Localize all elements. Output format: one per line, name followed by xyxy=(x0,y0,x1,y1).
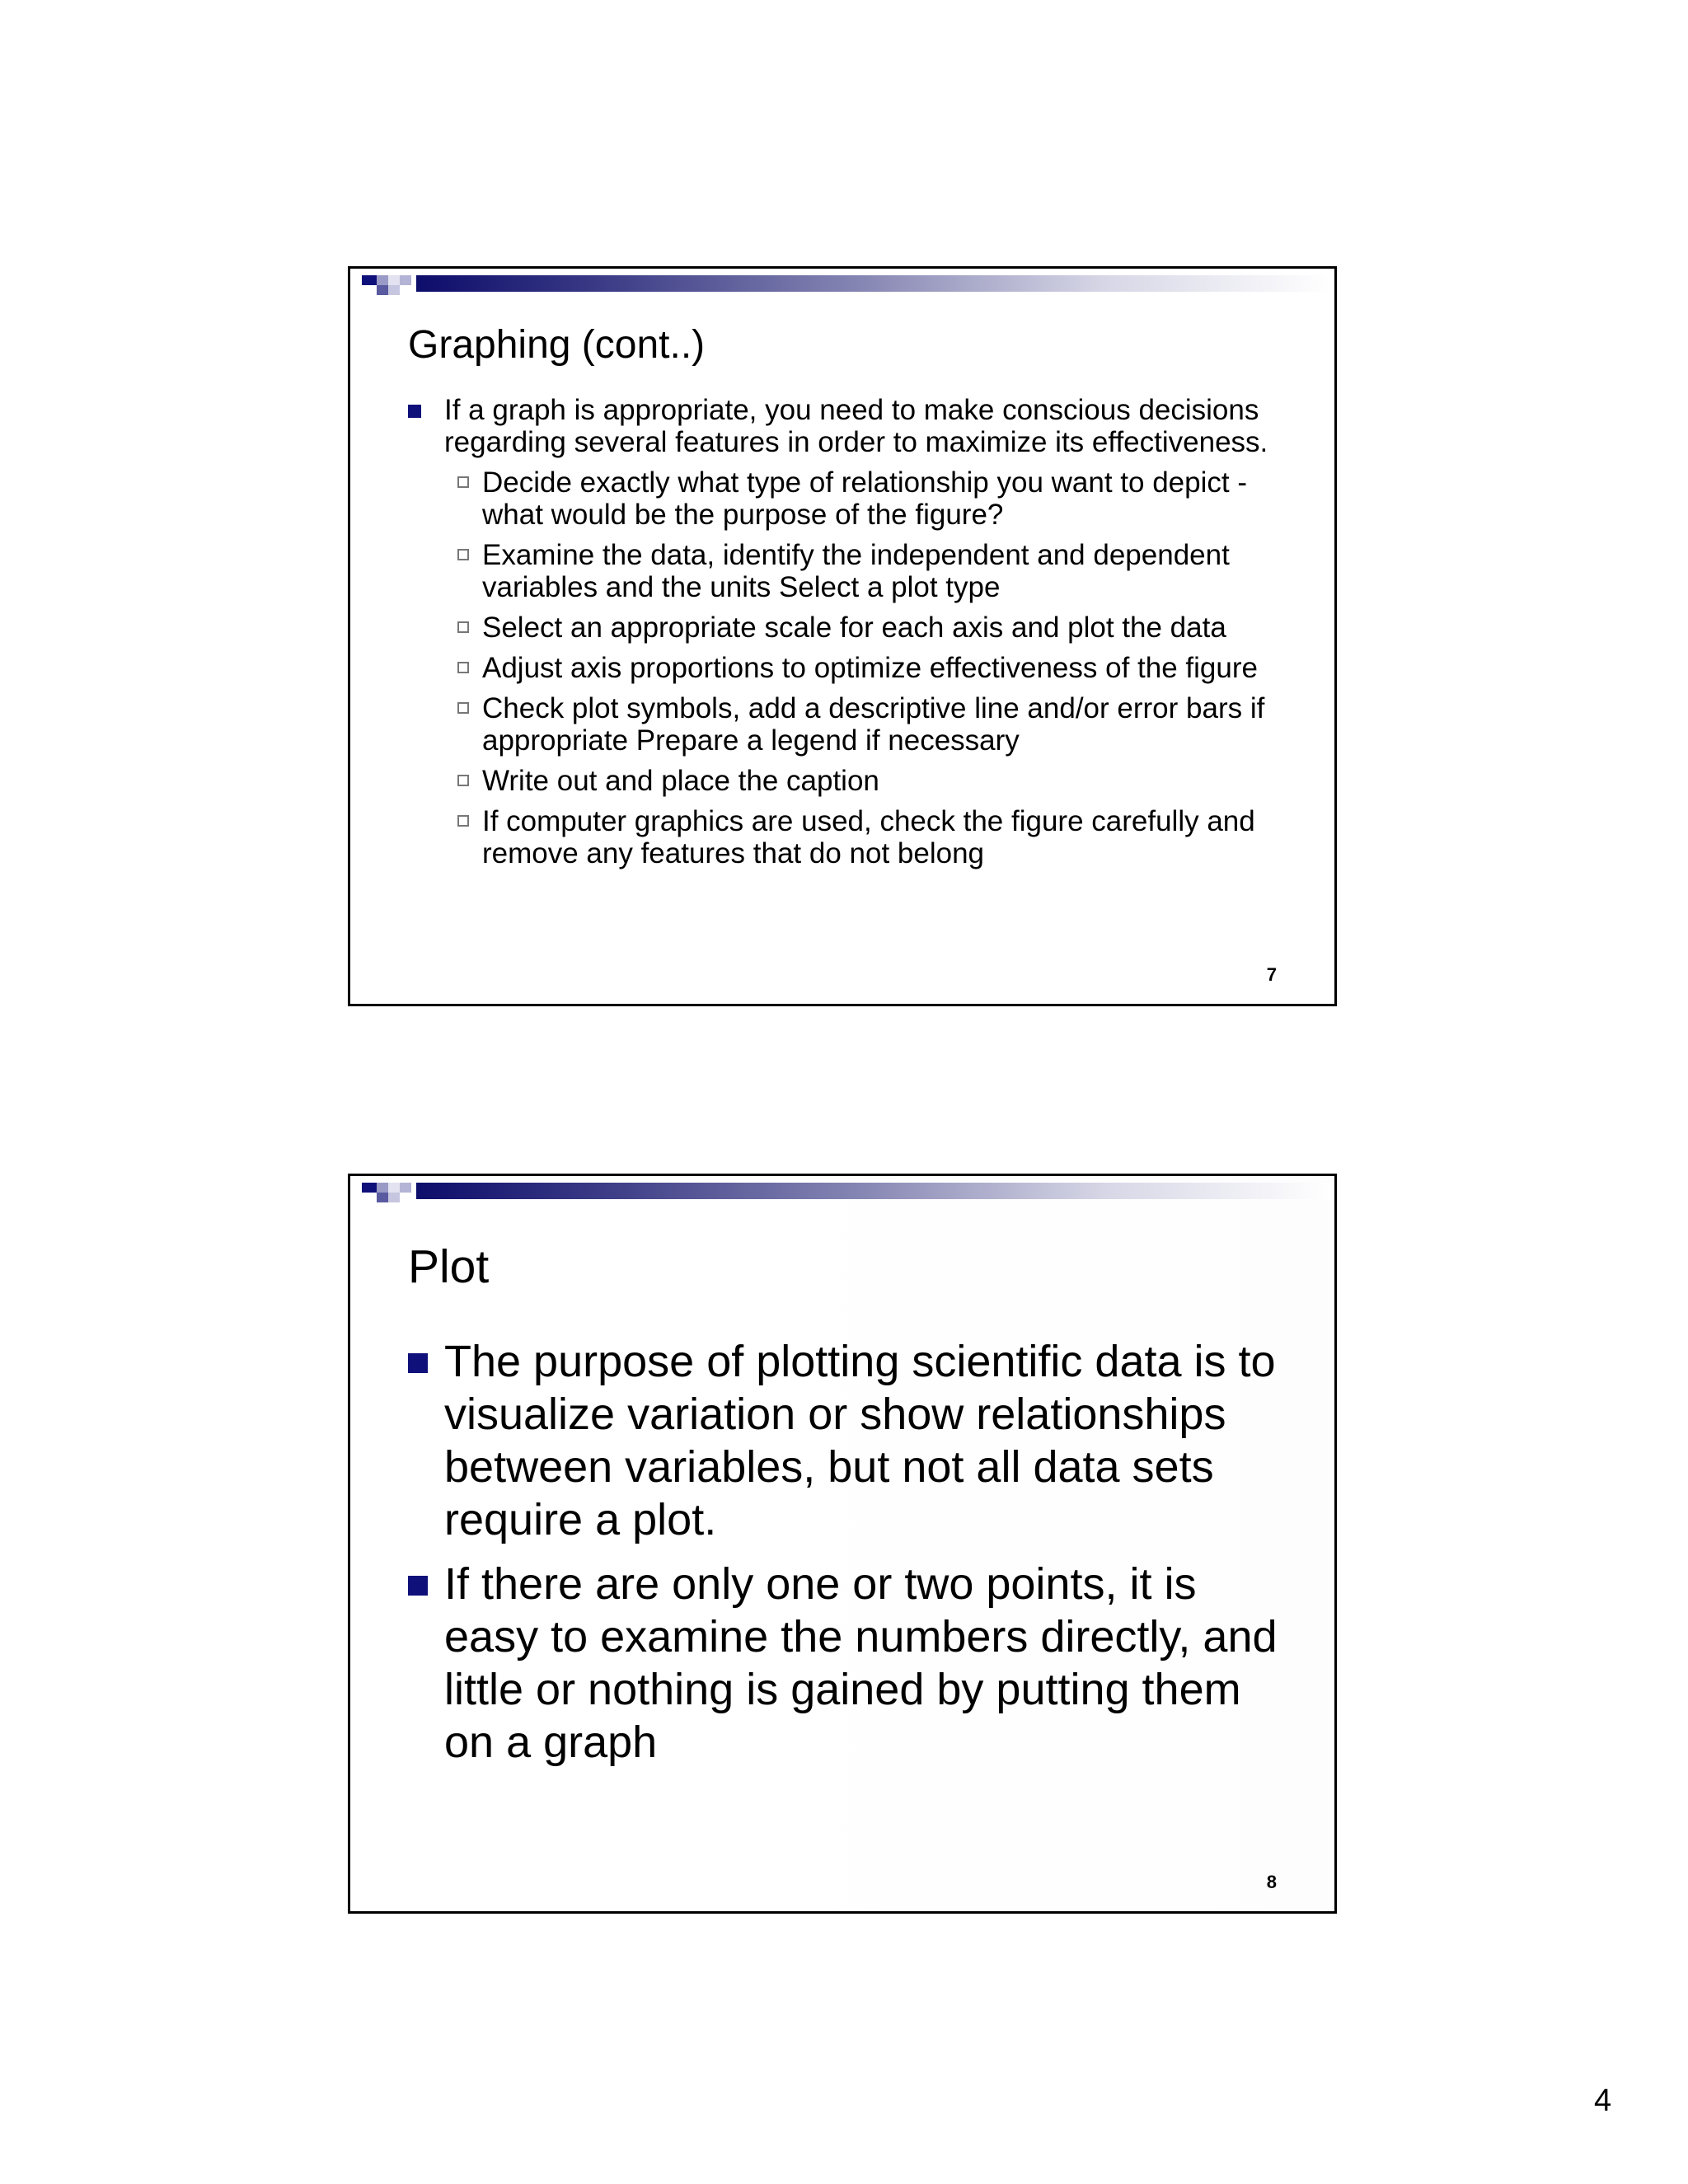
bullet-list xyxy=(408,394,1285,878)
sub-bullet-item xyxy=(451,652,1285,684)
hollow-square-bullet-icon xyxy=(457,702,469,714)
sub-bullet-item xyxy=(451,805,1285,869)
slide-header-bar xyxy=(416,275,1331,292)
slide-number: 8 xyxy=(1266,1872,1277,1892)
hollow-square-bullet-icon xyxy=(457,549,469,560)
page-number: 4 xyxy=(1594,2083,1612,2118)
bullet-item xyxy=(408,394,1285,869)
slide-header-bar xyxy=(416,1183,1331,1199)
sub-bullet-text: Adjust axis proportions to optimize effectiveness of the figure xyxy=(482,652,1258,684)
hollow-square-bullet-icon xyxy=(457,476,469,488)
hollow-square-bullet-icon xyxy=(457,815,469,827)
hollow-square-bullet-icon xyxy=(457,775,469,786)
slide-logo-decoration xyxy=(350,269,424,302)
sub-bullet-item xyxy=(451,539,1285,603)
sub-bullet-text: Examine the data, identify the independent and dependent variables and the units Select a plot type xyxy=(482,539,1230,603)
slide-title: Graphing (cont..) xyxy=(408,323,706,367)
sub-bullet-text: If computer graphics are used, check the figure carefully and remove any features that do not belong xyxy=(482,805,1255,869)
sub-bullet-text: Check plot symbols, add a descriptive line and/or error bars if appropriate Prepare a legend if necessary xyxy=(482,692,1265,757)
sub-bullet-text: Decide exactly what type of relationship you want to depict - what would be the purpose of the figure? xyxy=(482,466,1247,531)
bullet-list xyxy=(408,1335,1285,1780)
sub-bullet-item xyxy=(451,612,1285,644)
sub-bullet-list xyxy=(408,466,1285,869)
slide-7 xyxy=(348,266,1337,1006)
sub-bullet-item xyxy=(451,765,1285,797)
bullet-text: If a graph is appropriate, you need to make conscious decisions regarding several features in order to maximize its effectiveness. xyxy=(444,394,1268,458)
slide-number: 7 xyxy=(1266,964,1277,985)
slide-8 xyxy=(348,1174,1337,1914)
sub-bullet-text: Select an appropriate scale for each axis and plot the data xyxy=(482,612,1226,644)
slide-title: Plot xyxy=(408,1240,490,1293)
square-bullet-icon xyxy=(408,1353,428,1373)
hollow-square-bullet-icon xyxy=(457,662,469,673)
bullet-text: The purpose of plotting scientific data is to visualize variation or show relationships between variables, but not all data sets require a plot. xyxy=(444,1337,1276,1544)
bullet-item xyxy=(408,1558,1285,1769)
sub-bullet-item xyxy=(451,692,1285,757)
sub-bullet-item xyxy=(451,466,1285,531)
square-bullet-icon xyxy=(408,405,421,418)
hollow-square-bullet-icon xyxy=(457,621,469,633)
bullet-text: If there are only one or two points, it is easy to examine the numbers directly, and little or nothing is gained by putting them on a graph xyxy=(444,1559,1278,1767)
square-bullet-icon xyxy=(408,1576,428,1596)
sub-bullet-text: Write out and place the caption xyxy=(482,765,879,797)
bullet-item xyxy=(408,1335,1285,1546)
slide-logo-decoration xyxy=(350,1176,424,1209)
